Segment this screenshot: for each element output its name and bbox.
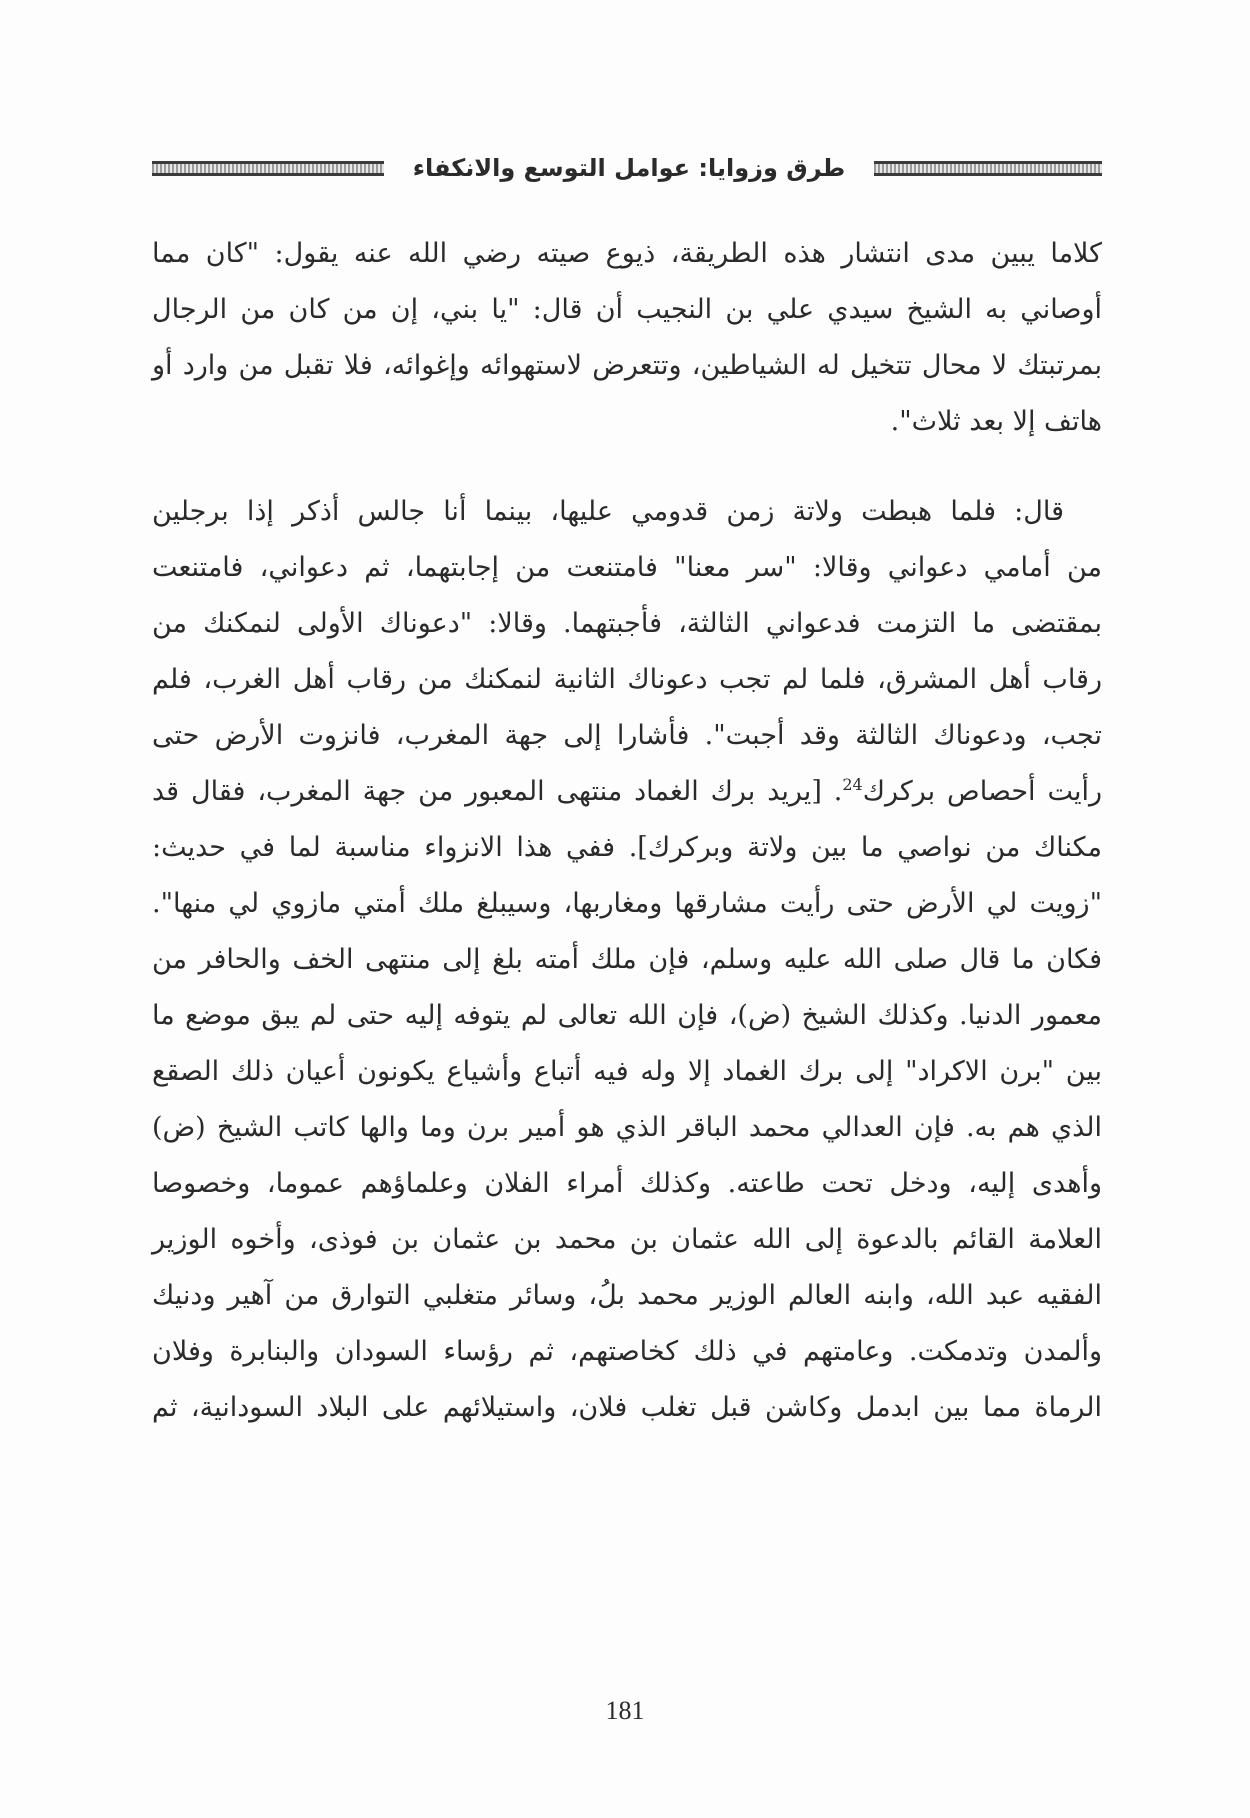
- text-line: قال: فلما هبطت ولاتة زمن قدومي عليها، بينما أنا جالس أذكر إذا برجلين: [152, 496, 1064, 527]
- footnote-reference[interactable]: 24: [842, 775, 863, 794]
- text-line: أوصاني به الشيخ سيدي علي بن النجيب أن قال: "يا بني، إن من كان من الرجال: [152, 294, 1102, 325]
- text-line: بمقتضى ما التزمت فدعواني الثالثة، فأجبتهما. وقالا: "دعوناك الأولى لنمكنك من: [152, 608, 1102, 639]
- text-fragment: رأيت أحصاص بركرك: [862, 776, 1103, 807]
- text-line: العلامة القائم بالدعوة إلى الله عثمان بن محمد بن عثمان بن فوذى، وأخوه الوزير: [152, 1224, 1102, 1255]
- text-line: الرماة مما بين ابدمل وكاشن قبل تغلب فلان، واستيلائهم على البلاد السودانية، ثم: [152, 1392, 1102, 1423]
- text-line: رقاب أهل المشرق، فلما لم تجب دعوناك الثانية لنمكنك من رقاب أهل الغرب، فلم: [152, 664, 1102, 695]
- text-line-with-footnote: [152, 764, 1102, 820]
- text-line: الذي هم به. فإن العدالي محمد الباقر الذي هو أمير برن وما والها كاتب الشيخ (ض): [152, 1112, 1103, 1143]
- text-line: بين "برن الاكراد" إلى برك الغماد إلا وله فيه أتباع وأشياع يكونون أعيان ذلك الصقع: [152, 1056, 1102, 1087]
- text-line: بمرتبتك لا محال تتخيل له الشياطين، وتتعرض لاستهوائه وإغوائه، فلا تقبل من وارد أو: [152, 350, 1102, 381]
- body-text: [152, 226, 1102, 1436]
- text-line: وألمدن وتدمكت. وعامتهم في ذلك كخاصتهم، ثم رؤساء السودان والبنابرة وفلان: [152, 1336, 1102, 1367]
- text-line: هاتف إلا بعد ثلاث".: [890, 406, 1102, 437]
- text-line: من أمامي دعواني وقالا: "سر معنا" فامتنعت من إجابتهما، ثم دعواني، فامتنعت: [152, 552, 1102, 583]
- running-header-title: طرق وزوايا: عوامل التوسع والانكفاء: [412, 154, 846, 182]
- header-rule-left: [152, 161, 384, 176]
- text-line: معمور الدنيا. وكذلك الشيخ (ض)، فإن الله تعالى لم يتوفه إليه حتى لم يبق موضع ما: [152, 1000, 1102, 1031]
- text-line: فكان ما قال صلى الله عليه وسلم، فإن ملك أمته بلغ إلى منتهى الخف والحافر من: [152, 944, 1102, 975]
- page-number: 181: [605, 1696, 645, 1725]
- text-fragment: . [يريد برك الغماد منتهى المعبور من جهة المغرب، فقال قد: [152, 776, 843, 807]
- text-line: "زويت لي الأرض حتى رأيت مشارقها ومغاربها، وسيبلغ ملك أمتي مازوي لي منها".: [152, 888, 1102, 919]
- text-line: تجب، ودعوناك الثالثة وقد أجبت". فأشارا إلى جهة المغرب، فانزوت الأرض حتى: [152, 720, 1102, 751]
- text-line: وأهدى إليه، ودخل تحت طاعته. وكذلك أمراء الفلان وعلماؤهم عموما، وخصوصا: [152, 1168, 1102, 1199]
- text-line: الفقيه عبد الله، وابنه العالم الوزير محمد بلُ، وسائر متغلبي التوارق من آهير ودنيك: [152, 1280, 1102, 1311]
- text-line: كلاما يبين مدى انتشار هذه الطريقة، ذيوع صيته رضي الله عنه يقول: "كان مما: [152, 238, 1102, 269]
- running-header: [152, 148, 1102, 188]
- header-rule-right: [874, 161, 1102, 176]
- text-line: مكناك من نواصي ما بين ولاتة وبركرك]. ففي هذا الانزواء مناسبة لما في حديث:: [152, 832, 1102, 863]
